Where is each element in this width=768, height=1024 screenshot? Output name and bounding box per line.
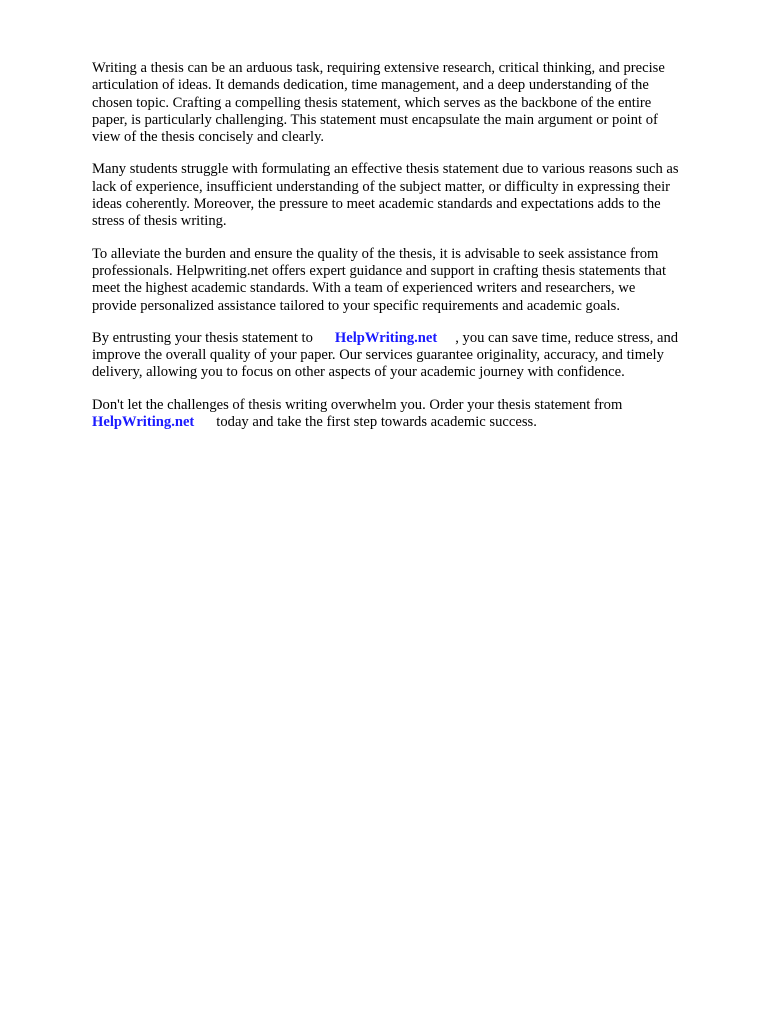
text-line: To alleviate the burden and ensure the quality of the thesis, it is advisable to seek assistance from bbox=[92, 245, 659, 262]
text-line: Don't let the challenges of thesis writing overwhelm you. Order your thesis statement from bbox=[92, 396, 623, 413]
helpwriting-link[interactable]: HelpWriting.net bbox=[92, 414, 195, 431]
text-line: Many students struggle with formulating an effective thesis statement due to various reasons such as bbox=[92, 161, 679, 178]
text-segment: , you can save time, reduce stress, and bbox=[455, 329, 679, 346]
text-line: paper, is particularly challenging. This statement must encapsulate the main argument or point of bbox=[92, 111, 658, 128]
paragraph-call-to-action bbox=[92, 397, 732, 432]
text-line: ideas coherently. Moreover, the pressure to meet academic standards and expectations adds to the bbox=[92, 196, 661, 213]
text-line: articulation of ideas. It demands dedication, time management, and a deep understanding of the bbox=[92, 77, 649, 94]
text-line bbox=[92, 414, 732, 431]
text-line: improve the overall quality of your paper. Our services guarantee originality, accuracy, and timely bbox=[92, 347, 664, 364]
text-line: stress of thesis writing. bbox=[92, 213, 227, 230]
paragraph-intro bbox=[92, 60, 732, 146]
text-line: chosen topic. Crafting a compelling thesis statement, which serves as the backbone of the entire bbox=[92, 94, 652, 111]
text-line: professionals. Helpwriting.net offers expert guidance and support in crafting thesis statements that bbox=[92, 262, 667, 279]
text-line: meet the highest academic standards. With a team of experienced writers and researchers, we bbox=[92, 280, 636, 297]
text-line: delivery, allowing you to focus on other aspects of your academic journey with confidence. bbox=[92, 364, 625, 381]
text-segment: By entrusting your thesis statement to bbox=[92, 329, 313, 346]
text-line: provide personalized assistance tailored to your specific requirements and academic goals. bbox=[92, 297, 621, 314]
paragraph-entrusting bbox=[92, 330, 732, 382]
text-line: Writing a thesis can be an arduous task, requiring extensive research, critical thinking, and precise bbox=[92, 60, 665, 76]
helpwriting-link[interactable]: HelpWriting.net bbox=[334, 329, 438, 346]
paragraph-struggles bbox=[92, 161, 732, 230]
text-line: lack of experience, insufficient understanding of the subject matter, or difficulty in expressing their bbox=[92, 178, 670, 195]
document-page bbox=[92, 60, 732, 446]
text-line bbox=[92, 330, 732, 347]
text-line: view of the thesis concisely and clearly. bbox=[92, 129, 325, 146]
paragraph-assistance bbox=[92, 246, 732, 315]
text-segment: today and take the first step towards academic success. bbox=[216, 414, 537, 431]
